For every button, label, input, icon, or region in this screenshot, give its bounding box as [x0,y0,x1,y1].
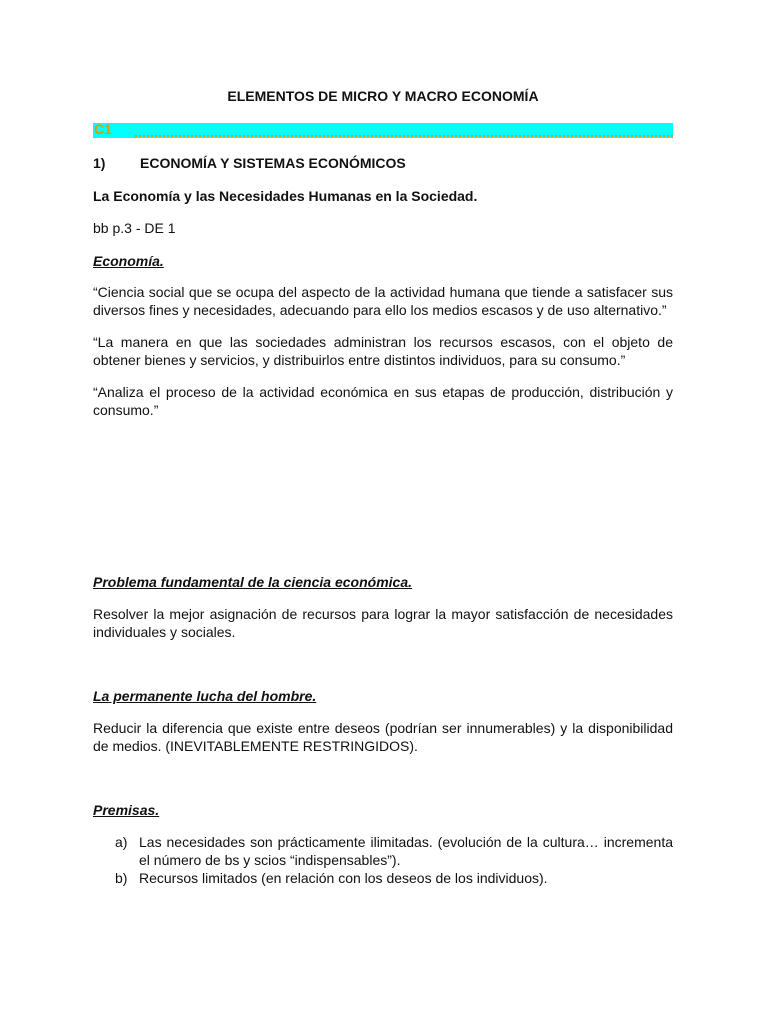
reference-text: bb p.3 - DE 1 [93,220,176,236]
list-item-text: Las necesidades son prácticamente ilimitadas. (evolución de la cultura… incrementa el número de bs y scios “indispensables”). [139,834,673,868]
problema-paragraph: Resolver la mejor asignación de recursos para lograr la mayor satisfacción de necesidades individuales y sociales. [93,606,673,640]
quote-paragraph-3: “Analiza el proceso de la actividad económica en sus etapas de producción, distribución y consumo.” [93,384,673,418]
quote-paragraph-2: “La manera en que las sociedades administran los recursos escasos, con el objeto de obtener bienes y servicios, y distribuirlos entre distintos individuos, para su consumo.” [93,334,673,368]
quote-paragraph-1: “Ciencia social que se ocupa del aspecto de la actividad humana que tiende a satisfacer sus diversos fines y necesidades, adecuando para ello los medios escasos y de uso alternativo.” [93,284,673,318]
problema-heading: Problema fundamental de la ciencia económica. [93,574,412,590]
c1-label: C1 [94,121,112,137]
list-marker: b) [115,870,128,886]
list-marker: a) [115,834,128,850]
section-title: ECONOMÍA Y SISTEMAS ECONÓMICOS [140,155,406,171]
section-heading [93,154,406,172]
list-item [93,833,673,869]
lucha-heading: La permanente lucha del hombre. [93,688,317,704]
economia-heading: Economía. [93,253,164,269]
list-item [93,869,673,887]
list-item-text: Recursos limitados (en relación con los deseos de los individuos). [139,870,548,886]
c1-highlight-bar [93,123,673,138]
c1-dotted-leader [135,135,673,137]
subtitle: La Economía y las Necesidades Humanas en la Sociedad. [93,188,478,204]
premisas-heading: Premisas. [93,802,160,818]
document-title: ELEMENTOS DE MICRO Y MACRO ECONOMÍA [227,88,539,104]
premisas-list [93,833,673,887]
section-number: 1) [93,155,106,171]
lucha-paragraph: Reducir la diferencia que existe entre deseos (podrían ser innumerables) y la disponibilidad de medios. (INEVITABLEMENTE RESTRINGIDOS). [93,720,673,754]
